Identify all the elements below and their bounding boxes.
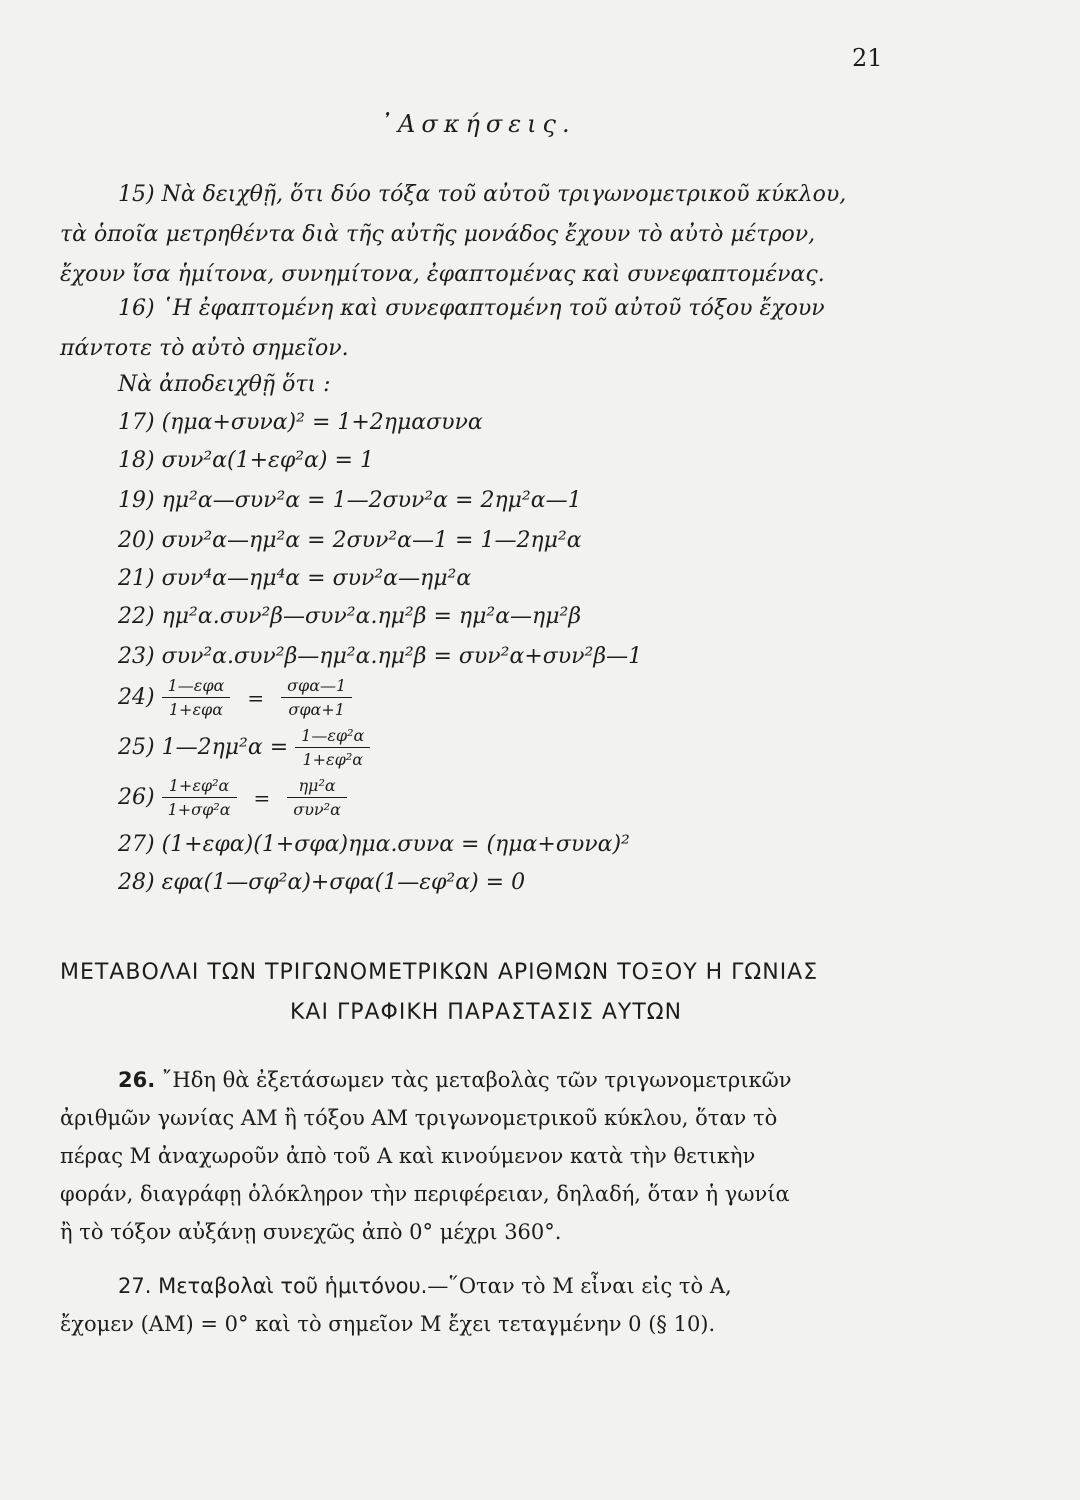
equation-22: 22) ημ²α.συν²β—συν²α.ημ²β = ημ²α—ημ²β: [118, 604, 582, 629]
fraction-numerator: 1—εφ²α: [295, 726, 370, 748]
equation-24-label: 24): [118, 685, 155, 710]
equals-sign: =: [247, 685, 265, 710]
paragraph-26-line-3: πέρας Μ ἀναχωροῦν ἀπὸ τοῦ Α καὶ κινούμενον κατὰ τὴν θετικὴν: [60, 1144, 756, 1168]
equation-17: 17) (ημα+συνα)² = 1+2ημασυνα: [118, 410, 483, 435]
equation-24-left-fraction: [162, 676, 231, 719]
equation-23: 23) συν²α.συν²β—ημ²α.ημ²β = συν²α+συν²β—1: [118, 644, 643, 669]
equation-21: 21) συν⁴α—ημ⁴α = συν²α—ημ²α: [118, 566, 472, 591]
fraction-denominator: συν²α: [293, 800, 341, 819]
equation-25-label: 25) 1—2ημ²α =: [118, 735, 289, 760]
equals-sign: =: [253, 785, 271, 810]
paragraph-26-number: 26.: [118, 1068, 156, 1092]
equation-20: 20) συν²α—ημ²α = 2συν²α—1 = 1—2ημ²α: [118, 528, 582, 553]
fraction-numerator: 1—εφα: [162, 676, 231, 698]
paragraph-26-line-4: φοράν, διαγράφῃ ὁλόκληρον τὴν περιφέρειαν, δηλαδή, ὅταν ἡ γωνία: [60, 1182, 790, 1206]
fraction-numerator: σφα—1: [281, 676, 352, 698]
equation-26-right-fraction: [287, 776, 347, 819]
equation-24-right-fraction: [281, 676, 352, 719]
equation-25-fraction: [295, 726, 370, 769]
chapter-title-line-1: ΜΕΤΑΒΟΛΑΙ ΤΩΝ ΤΡΙΓΩΝΟΜΕΤΡΙΚΩΝ ΑΡΙΘΜΩΝ ΤΟΞΟΥ Η ΓΩΝΙΑΣ: [60, 960, 819, 985]
equation-18: 18) συν²α(1+εφ²α) = 1: [118, 448, 374, 473]
equation-19: 19) ημ²α—συν²α = 1—2συν²α = 2ημ²α—1: [118, 488, 582, 513]
fraction-denominator: σφα+1: [288, 700, 345, 719]
equation-27: 27) (1+εφα)(1+σφα)ημα.συνα = (ημα+συνα)²: [118, 832, 630, 857]
paragraph-27-text: —῞Οταν τὸ Μ εἶναι εἰς τὸ Α,: [427, 1274, 732, 1298]
prove-intro: Νὰ ἀποδειχθῇ ὅτι :: [118, 372, 331, 397]
fraction-numerator: 1+εφ²α: [162, 776, 237, 798]
equation-25: [118, 726, 370, 769]
paragraph-27-line-1: [118, 1274, 732, 1298]
page-number: 21: [852, 44, 883, 72]
fraction-denominator: 1+σφ²α: [167, 800, 231, 819]
exercises-heading: ᾿Ασκήσεις.: [380, 110, 576, 138]
equation-26-left-fraction: [162, 776, 237, 819]
exercise-15-line-3: ἔχουν ἴσα ἡμίτονα, συνημίτονα, ἐφαπτομένας καὶ συνεφαπτομένας.: [60, 262, 825, 287]
equation-26-label: 26): [118, 785, 155, 810]
exercise-16-line-2: πάντοτε τὸ αὐτὸ σημεῖον.: [60, 336, 349, 361]
exercise-16-line-1: 16) ῾Η ἐφαπτομένη καὶ συνεφαπτομένη τοῦ αὐτοῦ τόξου ἔχουν: [118, 296, 825, 321]
paragraph-27-title: 27. Μεταβολαὶ τοῦ ἡμιτόνου.: [118, 1274, 428, 1298]
chapter-title-line-2: ΚΑΙ ΓΡΑΦΙΚΗ ΠΑΡΑΣΤΑΣΙΣ ΑΥΤΩΝ: [290, 1000, 683, 1025]
exercise-15-line-2: τὰ ὁποῖα μετρηθέντα διὰ τῆς αὐτῆς μονάδος ἔχουν τὸ αὐτὸ μέτρον,: [60, 222, 816, 247]
fraction-denominator: 1+εφα: [168, 700, 224, 719]
equation-24: [118, 676, 352, 719]
paragraph-26-line-2: ἀριθμῶν γωνίας ΑΜ ἢ τόξου ΑΜ τριγωνομετρικοῦ κύκλου, ὅταν τὸ: [60, 1106, 778, 1130]
paragraph-26-line-1: [118, 1068, 792, 1092]
paragraph-26-text: ῎Ηδη θὰ ἐξετάσωμεν τὰς μεταβολὰς τῶν τριγωνομετρικῶν: [161, 1068, 792, 1092]
paragraph-26-line-5: ἢ τὸ τόξον αὐξάνῃ συνεχῶς ἀπὸ 0° μέχρι 360°.: [60, 1220, 562, 1244]
paragraph-27-line-2: ἔχομεν (ΑΜ) = 0° καὶ τὸ σημεῖον Μ ἔχει τεταγμένην 0 (§ 10).: [60, 1312, 716, 1336]
exercise-15-line-1: 15) Νὰ δειχθῇ, ὅτι δύο τόξα τοῦ αὐτοῦ τριγωνομετρικοῦ κύκλου,: [118, 182, 847, 207]
equation-28: 28) εφα(1—σφ²α)+σφα(1—εφ²α) = 0: [118, 870, 526, 895]
equation-26: [118, 776, 347, 819]
fraction-denominator: 1+εφ²α: [302, 750, 364, 769]
fraction-numerator: ημ²α: [287, 776, 347, 798]
